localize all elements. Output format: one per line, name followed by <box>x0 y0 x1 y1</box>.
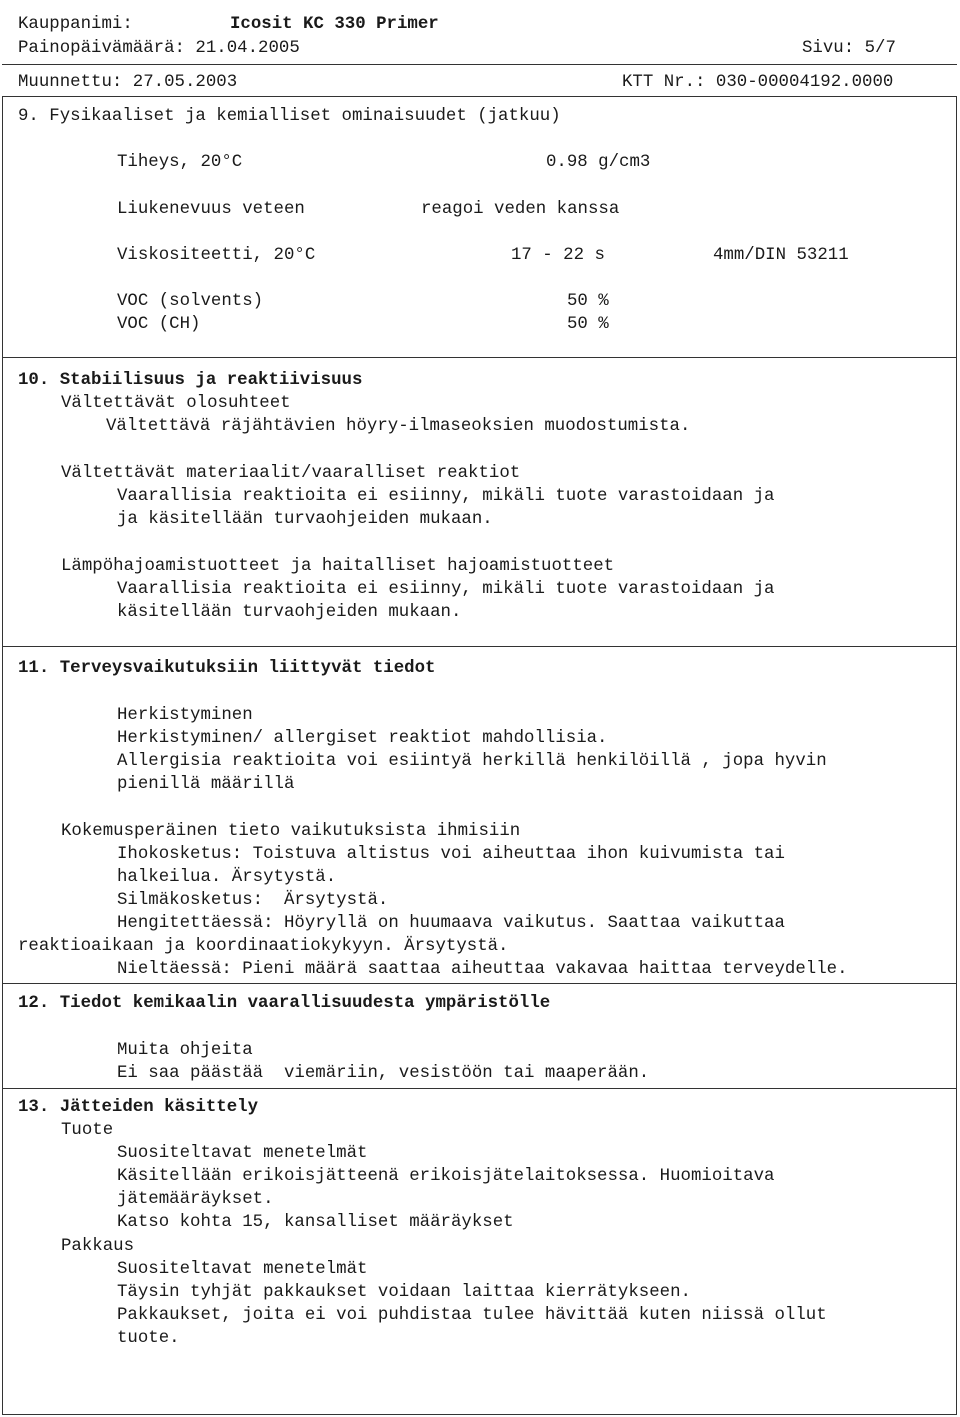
section-10-text: käsitellään turvaohjeiden mukaan. <box>117 603 462 622</box>
section-13-text: Pakkaukset, joita ei voi puhdistaa tulee hävittää kuten niissä ollut <box>117 1306 827 1325</box>
section-13-text: jätemääräykset. <box>117 1190 274 1209</box>
viscosity-label: Viskositeetti, 20°C <box>117 246 316 265</box>
section-divider <box>2 646 957 647</box>
body-left-border <box>2 96 3 1415</box>
section-13-text: Täysin tyhjät pakkaukset voidaan laittaa kierrätykseen. <box>117 1283 691 1302</box>
print-date: Painopäivämäärä: 21.04.2005 <box>18 39 300 58</box>
solubility-label: Liukenevuus veteen <box>117 200 305 219</box>
section-divider <box>2 1088 957 1089</box>
voc-solvents-value: 50 % <box>567 292 609 311</box>
section-11-heading: Herkistyminen <box>117 706 253 725</box>
section-10-heading: Lämpöhajoamistuotteet ja haitalliset hajoamistuotteet <box>61 557 615 576</box>
voc-solvents-label: VOC (solvents) <box>117 292 264 311</box>
section-11-text: Ihokosketus: Toistuva altistus voi aiheuttaa ihon kuivumista tai <box>117 845 785 864</box>
header-divider <box>2 64 957 65</box>
body-right-border <box>956 96 957 1415</box>
viscosity-method: 4mm/DIN 53211 <box>713 246 849 265</box>
section-13-title: 13. Jätteiden käsittely <box>18 1098 259 1117</box>
voc-ch-value: 50 % <box>567 315 609 334</box>
section-10-text: ja käsitellään turvaohjeiden mukaan. <box>117 510 493 529</box>
section-13-heading: Tuote <box>61 1121 114 1140</box>
section-11-heading: Kokemusperäinen tieto vaikutuksista ihmisiin <box>61 822 521 841</box>
section-10-heading: Vältettävät materiaalit/vaaralliset reaktiot <box>61 464 521 483</box>
section-10-text: Vaarallisia reaktioita ei esiinny, mikäli tuote varastoidaan ja <box>117 580 775 599</box>
density-label: Tiheys, 20°C <box>117 153 243 172</box>
section-10-text: Vaarallisia reaktioita ei esiinny, mikäli tuote varastoidaan ja <box>117 487 775 506</box>
section-divider <box>2 357 957 358</box>
solubility-value: reagoi veden kanssa <box>421 200 620 219</box>
section-13-text: Katso kohta 15, kansalliset määräykset <box>117 1213 514 1232</box>
voc-ch-label: VOC (CH) <box>117 315 201 334</box>
section-13-text: tuote. <box>117 1329 180 1348</box>
viscosity-value: 17 - 22 s <box>511 246 605 265</box>
section-9-title: 9. Fysikaaliset ja kemialliset ominaisuudet (jatkuu) <box>18 107 561 126</box>
section-12-text: Ei saa päästää viemäriin, vesistöön tai maaperään. <box>117 1064 650 1083</box>
section-11-text: Herkistyminen/ allergiset reaktiot mahdollisia. <box>117 729 608 748</box>
body-bottom-border <box>2 1414 957 1415</box>
section-13-text: Käsitellään erikoisjätteenä erikoisjätelaitoksessa. Huomioitava <box>117 1167 775 1186</box>
section-13-heading: Pakkaus <box>61 1237 135 1256</box>
section-10-title: 10. Stabiilisuus ja reaktiivisuus <box>18 371 363 390</box>
section-10-heading: Vältettävät olosuhteet <box>61 394 291 413</box>
section-12-heading: Muita ohjeita <box>117 1041 253 1060</box>
body-top-border <box>2 96 957 97</box>
page-number: Sivu: 5/7 <box>802 39 896 58</box>
section-divider <box>2 983 957 984</box>
section-11-text: reaktioaikaan ja koordinaatiokykyyn. Ärsytystä. <box>18 937 509 956</box>
section-11-text: Silmäkosketus: Ärsytystä. <box>117 891 389 910</box>
section-11-text: Hengitettäessä: Höyryllä on huumaava vaikutus. Saattaa vaikuttaa <box>117 914 785 933</box>
section-11-text: Nieltäessä: Pieni määrä saattaa aiheuttaa vakavaa haittaa terveydelle. <box>117 960 848 979</box>
modified-date: Muunnettu: 27.05.2003 <box>18 73 238 92</box>
ktt-number: KTT Nr.: 030-00004192.0000 <box>622 73 894 92</box>
section-10-text: Vältettävä räjähtävien höyry-ilmaseoksien muodostumista. <box>106 417 691 436</box>
section-11-text: pienillä määrillä <box>117 775 295 794</box>
section-11-text: halkeilua. Ärsytystä. <box>117 868 337 887</box>
density-value: 0.98 g/cm3 <box>546 153 651 172</box>
section-13-subheading: Suositeltavat menetelmät <box>117 1260 368 1279</box>
section-11-text: Allergisia reaktioita voi esiintyä herkillä henkilöillä , jopa hyvin <box>117 752 827 771</box>
section-11-title: 11. Terveysvaikutuksiin liittyvät tiedot <box>18 659 436 678</box>
product-label: Kauppanimi: <box>18 15 133 34</box>
section-13-subheading: Suositeltavat menetelmät <box>117 1144 368 1163</box>
product-name: Icosit KC 330 Primer <box>230 15 439 34</box>
section-12-title: 12. Tiedot kemikaalin vaarallisuudesta ympäristölle <box>18 994 551 1013</box>
